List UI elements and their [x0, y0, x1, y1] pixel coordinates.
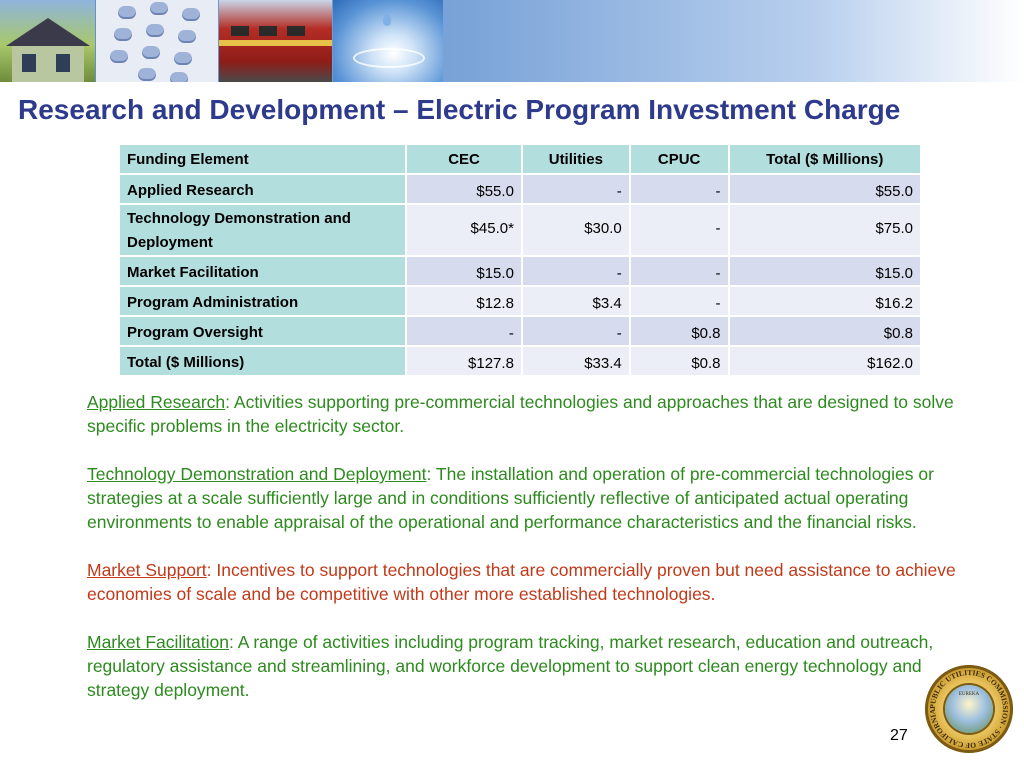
definition-term: Market Facilitation [87, 632, 229, 652]
definition-text: : Activities supporting pre-commercial technologies and approaches that are designed to solve specific problems in the electricity sector. [87, 392, 954, 436]
table-row [119, 256, 921, 286]
svg-text:EUREKA: EUREKA [958, 692, 980, 697]
phone-keypad-photo [96, 0, 218, 82]
cell-cec: $12.8 [406, 286, 522, 316]
slide-title: Research and Development – Electric Program Investment Charge [18, 94, 901, 125]
cell-cpuc: - [630, 286, 729, 316]
table-row [119, 174, 921, 204]
table-row [119, 204, 921, 256]
definition-market-support [87, 558, 957, 606]
definition-applied-research [87, 390, 957, 438]
seal-lettering [925, 665, 1013, 753]
table-row-total [119, 346, 921, 376]
cell-utilities: - [522, 316, 630, 346]
column-header-cpuc: CPUC [630, 144, 729, 174]
cell-total: $55.0 [729, 174, 921, 204]
cell-total: $75.0 [729, 204, 921, 256]
cell-utilities: $3.4 [522, 286, 630, 316]
table-header-row [119, 144, 921, 174]
cell-utilities: $30.0 [522, 204, 630, 256]
definition-text: : Incentives to support technologies that are commercially proven but need assistance to achieve economies of scale and be competitive with other more established technologies. [87, 560, 956, 604]
table-row [119, 316, 921, 346]
cell-cec: $127.8 [406, 346, 522, 376]
water-drop-photo [333, 0, 443, 82]
cell-cpuc: $0.8 [630, 316, 729, 346]
house-solar-photo [0, 0, 95, 82]
page-number: 27 [890, 727, 908, 744]
train-photo [219, 0, 332, 82]
column-header-cec: CEC [406, 144, 522, 174]
cell-utilities: $33.4 [522, 346, 630, 376]
cpuc-seal-logo [925, 665, 1013, 753]
definition-term: Market Support [87, 560, 207, 580]
row-label: Market Facilitation [119, 256, 406, 286]
definition-technology-demonstration [87, 462, 957, 534]
column-header-utilities: Utilities [522, 144, 630, 174]
cell-total: $15.0 [729, 256, 921, 286]
cell-total: $0.8 [729, 316, 921, 346]
cell-utilities: - [522, 256, 630, 286]
definitions [87, 390, 957, 726]
header-banner [0, 0, 1024, 82]
funding-table [118, 143, 922, 377]
cell-total: $16.2 [729, 286, 921, 316]
cell-total: $162.0 [729, 346, 921, 376]
cell-cec: - [406, 316, 522, 346]
svg-text:PUBLIC UTILITIES COMMISSION ·: PUBLIC UTILITIES COMMISSION · STATE OF CALIFORNIA [927, 667, 1011, 751]
row-label: Program Administration [119, 286, 406, 316]
cell-cec: $15.0 [406, 256, 522, 286]
row-label: Program Oversight [119, 316, 406, 346]
column-header-total: Total ($ Millions) [729, 144, 921, 174]
cell-cpuc: - [630, 204, 729, 256]
cell-utilities: - [522, 174, 630, 204]
definition-term: Applied Research [87, 392, 226, 412]
cell-cpuc: - [630, 174, 729, 204]
cell-cec: $45.0* [406, 204, 522, 256]
definition-term: Technology Demonstration and Deployment [87, 464, 427, 484]
table-row [119, 286, 921, 316]
cell-cpuc: - [630, 256, 729, 286]
cell-cpuc: $0.8 [630, 346, 729, 376]
definition-market-facilitation [87, 630, 957, 702]
row-label: Applied Research [119, 174, 406, 204]
row-label: Total ($ Millions) [119, 346, 406, 376]
row-label: Technology Demonstration and Deployment [119, 204, 406, 256]
definition-text: : A range of activities including program tracking, market research, education and outreach, regulatory assistance and streamlining, and workforce development to support clean energy technology and strategy deployment. [87, 632, 934, 700]
definition-text: : The installation and operation of pre-commercial technologies or strategies at a scale sufficiently large and in conditions sufficiently reflective of anticipated actual operating environments to enable appraisal of the operational and performance characteristics and the financial risks. [87, 464, 934, 532]
cell-cec: $55.0 [406, 174, 522, 204]
column-header-funding-element: Funding Element [119, 144, 406, 174]
